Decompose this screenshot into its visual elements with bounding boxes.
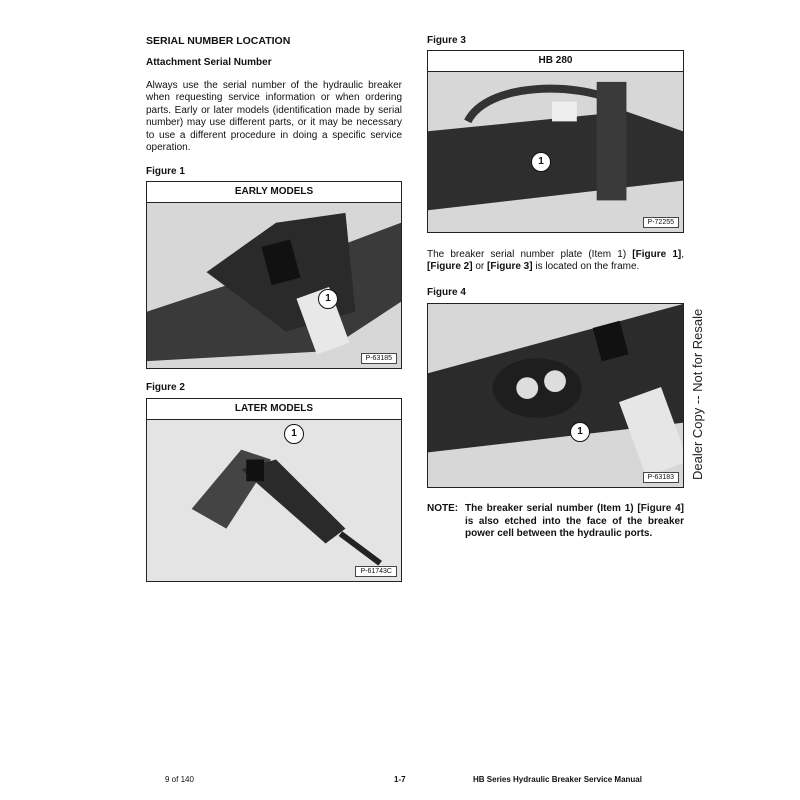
watermark: Dealer Copy -- Not for Resale: [690, 308, 705, 480]
figure-4-photo: [428, 304, 683, 487]
location-paragraph: [427, 249, 684, 274]
figure-2: [146, 398, 402, 582]
photo-id: P-63183: [643, 472, 679, 483]
note: [427, 503, 684, 541]
figure-1-title: EARLY MODELS: [147, 182, 401, 203]
note-text: The breaker serial number (Item 1) [Figure 4] is also etched into the face of the breaker power cell between the hydraulic ports.: [465, 503, 684, 539]
figure-1-photo: [147, 203, 401, 368]
text: The breaker serial number plate (Item 1): [427, 249, 633, 260]
text: ,: [681, 249, 684, 260]
text: or: [472, 261, 488, 273]
figure-2-ref[interactable]: [Figure 2]: [427, 261, 473, 273]
note-label: NOTE:: [427, 503, 459, 514]
subsection-title: Attachment Serial Number: [146, 57, 272, 68]
figure-3-photo: [428, 72, 683, 232]
figure-4-label: Figure 4: [427, 287, 466, 298]
figure-3-ref[interactable]: [Figure 3]: [487, 261, 533, 273]
callout-1: 1: [318, 289, 338, 309]
figure-3-title: HB 280: [428, 51, 683, 72]
section-page: 1-7: [394, 775, 406, 784]
manual-title: HB Series Hydraulic Breaker Service Manual: [473, 775, 642, 784]
figure-2-label: Figure 2: [146, 382, 185, 393]
figure-3: [427, 50, 684, 233]
page-count: 9 of 140: [165, 775, 194, 784]
photo-id: P-61743C: [355, 566, 397, 577]
callout-1: 1: [570, 422, 590, 442]
figure-1: [146, 181, 402, 369]
photo-id: P-63185: [361, 353, 397, 364]
callout-1: 1: [284, 424, 304, 444]
photo-id: P-72255: [643, 217, 679, 228]
figure-1-ref[interactable]: [Figure 1]: [632, 249, 682, 260]
figure-1-label: Figure 1: [146, 166, 185, 177]
figure-3-label: Figure 3: [427, 35, 466, 46]
figure-2-title: LATER MODELS: [147, 399, 401, 420]
figure-4: [427, 303, 684, 488]
callout-1: 1: [531, 152, 551, 172]
figure-2-photo: [147, 420, 401, 581]
section-title: SERIAL NUMBER LOCATION: [146, 35, 291, 47]
text: is located on the frame.: [532, 261, 640, 273]
intro-paragraph: Always use the serial number of the hydraulic breaker when requesting service information or when ordering parts. Early or later models (identification made by serial number) may use different parts, or it may be necessary to use a different procedure in doing a specific service operation.: [146, 80, 402, 154]
